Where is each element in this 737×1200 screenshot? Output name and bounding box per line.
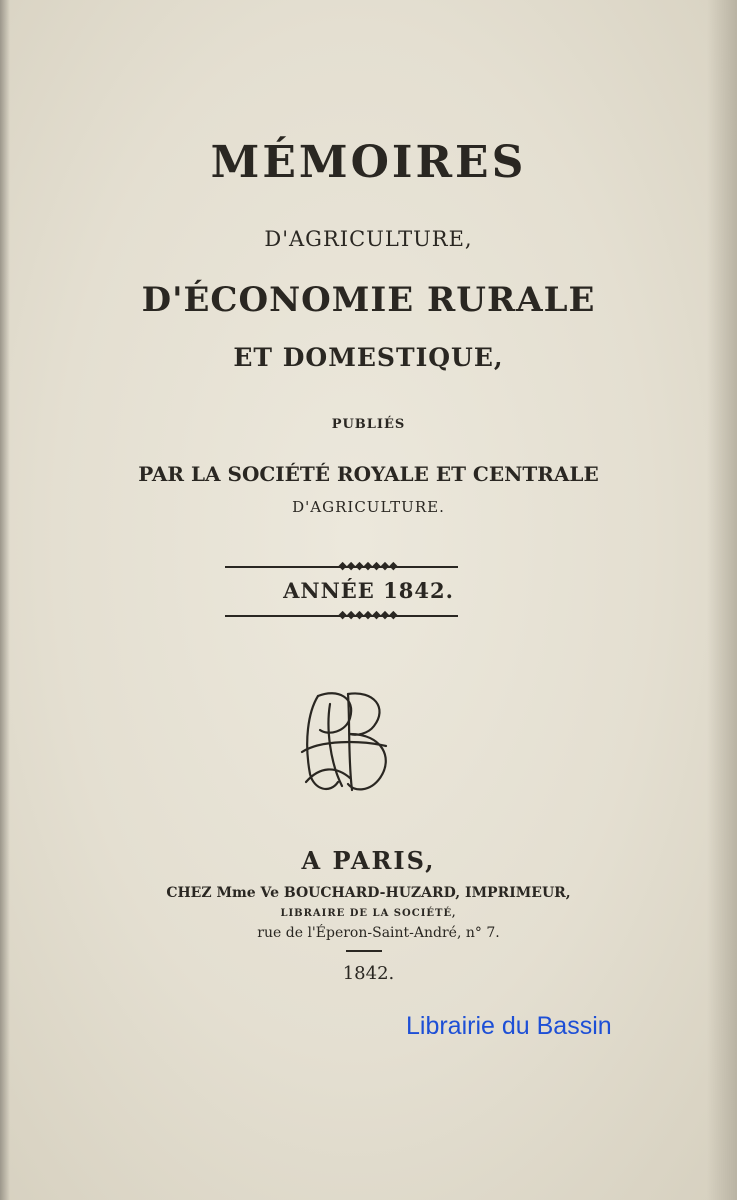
year-heading: ANNÉE 1842. [283,578,454,603]
imprint-city: A PARIS, [301,846,436,875]
publies-label: PUBLIÉS [331,417,406,432]
imprint-printer: CHEZ Mme Ve BOUCHARD-HUZARD, IMPRIMEUR, [166,885,571,901]
ornament-top: ◆◆◆◆◆◆◆ [338,559,398,572]
publisher-society: PAR LA SOCIÉTÉ ROYALE ET CENTRALE [138,462,599,486]
ornament-bottom: ◆◆◆◆◆◆◆ [338,608,398,621]
main-title: MÉMOIRES [210,137,527,188]
publisher-society-suffix: D'AGRICULTURE. [292,498,445,516]
bookseller-watermark: Librairie du Bassin [406,1012,612,1040]
monogram-emblem [290,682,400,800]
imprint-divider [346,950,382,952]
imprint-year: 1842. [342,963,395,984]
imprint-address: rue de l'Éperon-Saint-André, n° 7. [257,925,500,941]
subtitle-domestique: ET DOMESTIQUE, [233,343,504,372]
subtitle-economie-rurale: D'ÉCONOMIE RURALE [141,280,596,320]
subtitle-agriculture: D'AGRICULTURE, [264,227,473,251]
imprint-libraire: LIBRAIRE DE LA SOCIÉTÉ, [280,908,457,919]
